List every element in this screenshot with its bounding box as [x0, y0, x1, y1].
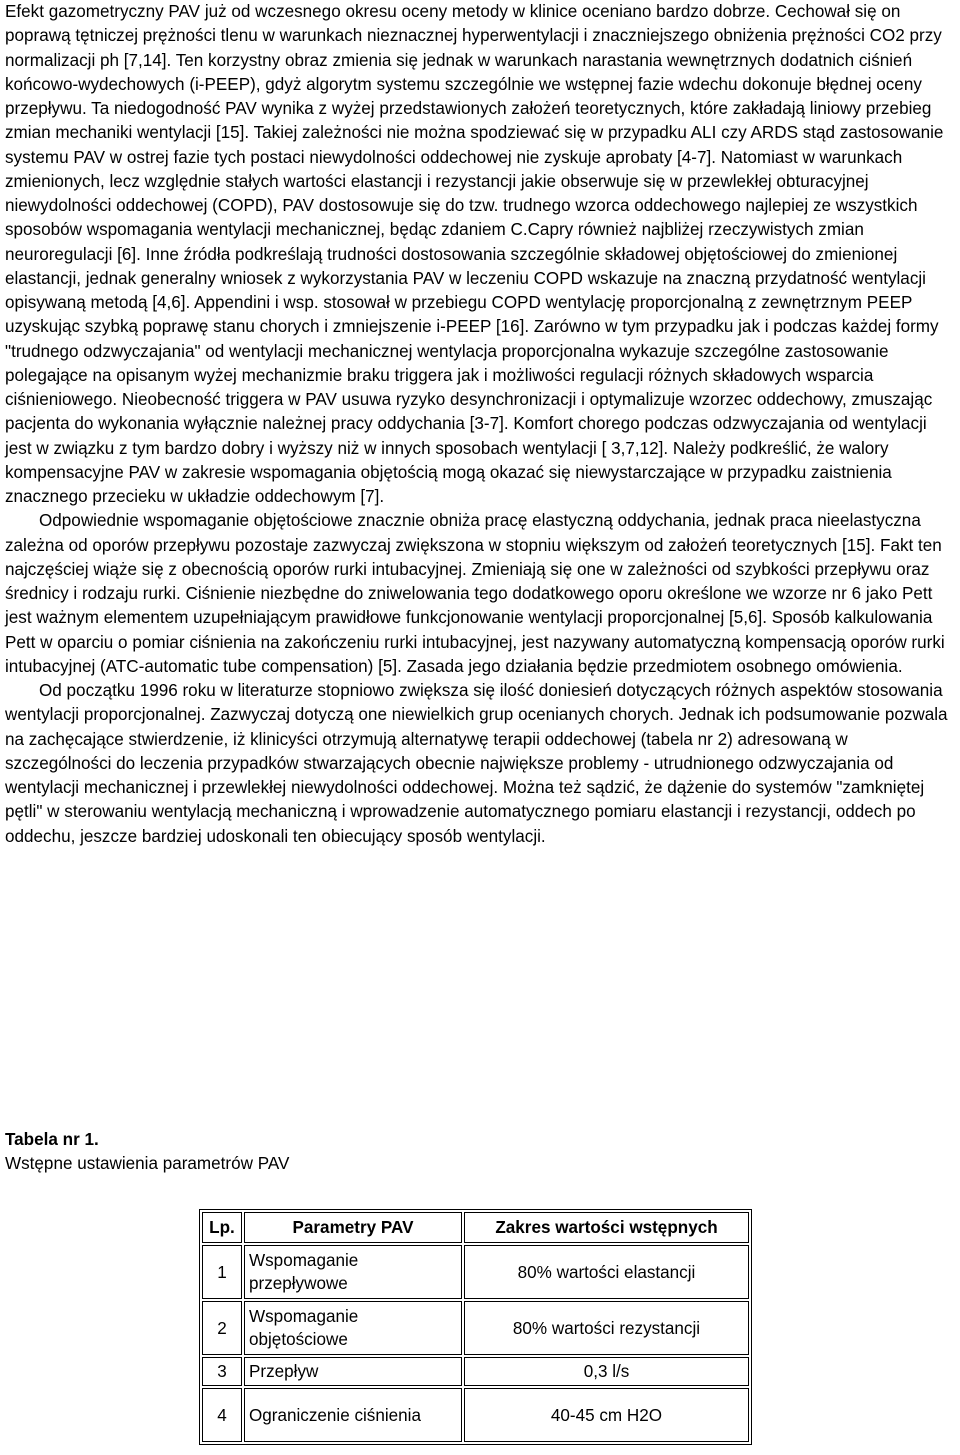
table-row	[202, 1388, 749, 1442]
paragraph-gasometric-effect: Efekt gazometryczny PAV już od wczesnego okresu oceny metody w klinice oceniano bardzo dobrze. Cechował się on poprawą tętniczej prężności tlenu w warunkach nieznacznej hyperwentylacji i znaczniejszego obniżenia prężności CO2 przy normalizacji ph [7,14]. Ten korzystny obraz zmienia się jednak w warunkach narastania wewnętrznych dodatnich ciśnień końcowo-wydechowych (i-PEEP), gdyż algorytm systemu szczególnie we wstępnej fazie wdechu dokonuje błędnej oceny przepływu. Ta niedogodność PAV wynika z wyżej przedstawionych założeń teoretycznych, które zakładają liniowy przebieg zmian mechaniki wentylacji [15]. Takiej zależności nie można spodziewać się w przypadku ALI czy ARDS stąd zastosowanie systemu PAV w ostrej fazie tych postaci niewydolności oddechowej nie zyskuje aprobaty [4-7]. Natomiast w warunkach zmienionych, lecz względnie stałych wartości elastancji i rezystancji jakie obserwuje się w przewlekłej obturacyjnej niewydolności oddechowej (COPD), PAV dostosowuje się do tzw. trudnego wzorca oddechowego najlepiej ze wszystkich sposobów wspomagania wentylacji mechanicznej, będąc zdaniem C.Capry również najbliżej rzeczywistych zmian neuroregulacji [6]. Inne źródła podkreślają trudności dostosowania szczególnie składowej objętościowej do zmienionej elastancji, jednak generalny wniosek z wykorzystania PAV w leczeniu COPD wskazuje na znaczną przydatność wentylacji opisywaną metodą [4,6]. Appendini i wsp. stosował w przebiegu COPD wentylację proporcjonalną z zewnętrznym PEEP uzyskując szybką poprawę stanu chorych i zmniejszenie i-PEEP [16]. Zarówno w tym przypadku jak i podczas każdej formy "trudnego odzwyczajania" od wentylacji mechanicznej wentylacja proporcjonalna wykazuje szczególne zastosowanie polegające na opisanym wyżej mechanizmie braku triggera jak i możliwości regulacji różnych składowych wsparcia ciśnieniowego. Nieobecność triggera w PAV usuwa ryzyko desynchronizacji i optymalizuje wzorzec oddechowy, zmuszając pacjenta do wykonania wyłącznie należnej pracy oddychania [3-7]. Komfort chorego podczas odzwyczajania od wentylacji jest w związku z tym bardzo dobry i wyższy niż w innych sposobach wentylacji [ 3,7,12]. Należy podkreślić, że walory kompensacyjne PAV w zakresie wspomagania objętością mogą okazać się niewystarczające w przypadku zaistnienia znacznego przecieku w układzie oddechowym [7].	[5, 2, 944, 506]
cell-parameter: Przepływ	[244, 1357, 462, 1386]
column-header-range: Zakres wartości wstępnych	[464, 1212, 749, 1243]
cell-parameter: Wspomaganie przepływowe	[244, 1245, 462, 1299]
table-header-row	[202, 1212, 749, 1243]
column-header-parameters: Parametry PAV	[244, 1212, 462, 1243]
cell-range: 0,3 l/s	[464, 1357, 749, 1386]
table-row	[202, 1245, 749, 1299]
table-caption-title: Tabela nr 1.	[5, 1130, 99, 1149]
paragraph-volume-support: Odpowiednie wspomaganie objętościowe znacznie obniża pracę elastyczną oddychania, jednak praca nieelastyczna zależna od oporów przepływu pozostaje zazwyczaj zwiększona w stopniu większym od założeń teoretycznych [15]. Fakt ten najczęściej wiąże się z obecnością oporów rurki intubacyjnej. Zmieniają się one w zależności od szybkości przepływu oraz średnicy i rodzaju rurki. Ciśnienie niezbędne do zniwelowania tego dodatkowego oporu określone we wzorze nr 6 jako Pett jest ważnym elementem uzupełniającym prawidłowe funkcjonowanie wentylacji proporcjonalnej [5,6]. Sposób kalkulowania Pett w oparciu o pomiar ciśnienia na zakończeniu rurki intubacyjnej, jest nazywany automatyczną kompensacją oporów rurki intubacyjnej (ATC-automatic tube compensation) [5]. Zasada jego działania będzie przedmiotem osobnego omówienia.	[5, 511, 945, 676]
cell-range: 80% wartości elastancji	[464, 1245, 749, 1299]
paragraph-literature: Od początku 1996 roku w literaturze stopniowo zwiększa się ilość doniesień dotyczących różnych aspektów stosowania wentylacji proporcjonalnej. Zazwyczaj dotyczą one niewielkich grup ocenianych chorych. Jednak ich podsumowanie pozwala na zachęcające stwierdzenie, iż klinicyści otrzymują alternatywę terapii oddechowej (tabela nr 2) adresowaną w szczególności do leczenia przypadków stwarzających obecnie największe problemy - utrudnionego odzwyczajania od wentylacji mechanicznej i przewlekłej niewydolności oddechowej. Można też sądzić, że dążenie do systemów "zamkniętej pętli" w sterowaniu wentylacją mechaniczną i wprowadzenie automatycznego pomiaru elastancji i rezystancji, oddech po oddechu, jeszcze bardziej udoskonali ten obiecujący sposób wentylacji.	[5, 681, 948, 846]
cell-range: 80% wartości rezystancji	[464, 1301, 749, 1355]
pav-settings-table	[199, 1209, 752, 1445]
table-row	[202, 1301, 749, 1355]
cell-parameter: Ograniczenie ciśnienia	[244, 1388, 462, 1442]
cell-range: 40-45 cm H2O	[464, 1388, 749, 1442]
cell-lp: 4	[202, 1388, 242, 1442]
table-caption-subtitle: Wstępne ustawienia parametrów PAV	[5, 1154, 290, 1173]
table-row	[202, 1357, 749, 1386]
cell-parameter: Wspomaganie objętościowe	[244, 1301, 462, 1355]
column-header-lp: Lp.	[202, 1212, 242, 1243]
cell-lp: 3	[202, 1357, 242, 1386]
document-body	[5, 0, 953, 849]
cell-lp: 1	[202, 1245, 242, 1299]
cell-lp: 2	[202, 1301, 242, 1355]
